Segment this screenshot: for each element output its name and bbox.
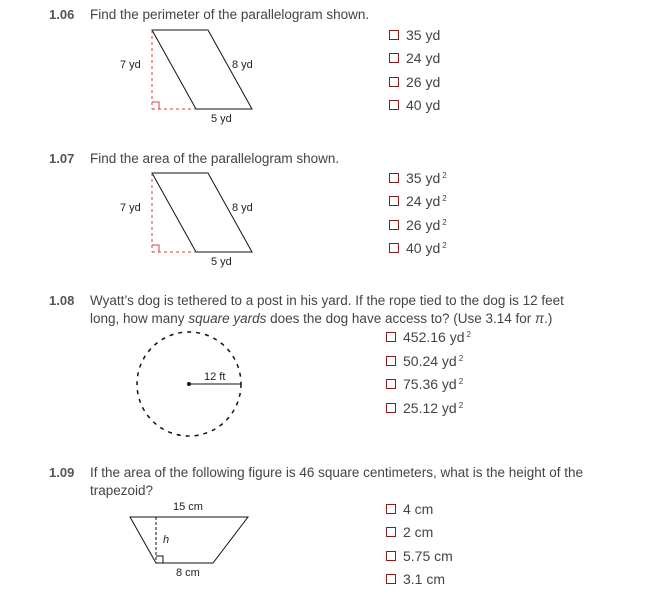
exponent: 2: [442, 193, 447, 203]
option-label: 35 yd: [406, 27, 441, 43]
option-label: 75.36 yd: [403, 376, 457, 392]
option-label: 452.16 yd: [403, 329, 465, 345]
circle-figure: [137, 332, 241, 436]
base-label: 5 yd: [211, 256, 232, 268]
exponent: 2: [442, 217, 447, 227]
option-label: 24 yd: [406, 50, 441, 66]
side-label: 8 yd: [232, 59, 253, 71]
question-number: 1.06: [49, 7, 75, 22]
option-label: 24 yd: [406, 193, 441, 209]
trapezoid-figure: [130, 501, 248, 579]
base-label: 5 yd: [211, 113, 232, 125]
exponent: 2: [466, 329, 471, 339]
question-text: Find the perimeter of the parallelogram shown.: [90, 7, 370, 22]
question-text-line1: Wyatt’s dog is tethered to a post in his yard. If the rope tied to the dog is 12 feet: [90, 293, 564, 308]
exponent: 2: [442, 170, 447, 180]
question-text-line2c: .): [544, 311, 553, 326]
parallelogram-figure-1: [120, 30, 253, 125]
right-angle-marker: [152, 245, 159, 252]
exponent: 2: [458, 400, 464, 410]
exponent: 2: [458, 376, 464, 386]
question-text-line2: long, how many: [90, 311, 189, 326]
question-text-line2b: does the dog have access to? (Use 3.14 for: [266, 311, 536, 326]
exponent: 2: [458, 353, 464, 363]
right-angle-marker: [152, 102, 159, 109]
question-text-line1: If the area of the following figure is 46 square centimeters, what is the height of the: [90, 465, 584, 480]
height-label: 7 yd: [120, 202, 141, 214]
option-label: 40 yd: [406, 240, 441, 256]
top-base-label: 15 cm: [173, 501, 203, 513]
right-angle-marker: [156, 556, 163, 563]
option-label: 25.12 yd: [403, 400, 457, 416]
height-label: 7 yd: [120, 59, 141, 71]
side-label: 8 yd: [232, 202, 253, 214]
question-number: 1.08: [49, 293, 75, 308]
question-number: 1.07: [49, 151, 75, 166]
option-label: 5.75 cm: [403, 548, 453, 564]
radius-label: 12 ft: [204, 371, 226, 383]
option-label: 50.24 yd: [403, 353, 457, 369]
option-label: 26 yd: [406, 217, 441, 233]
option-label: 4 cm: [403, 501, 434, 517]
trapezoid-shape: [130, 517, 248, 563]
option-label: 3.1 cm: [403, 571, 446, 587]
parallelogram-figure-2: [120, 173, 253, 268]
question-number: 1.09: [49, 465, 75, 480]
exponent: 2: [442, 240, 447, 250]
pi-symbol: π: [535, 311, 545, 326]
option-label: 26 yd: [406, 74, 441, 90]
question-text: Find the area of the parallelogram shown.: [90, 151, 340, 166]
emphasis-text: square yards: [188, 311, 267, 326]
height-label: h: [163, 534, 170, 546]
option-label: 2 cm: [403, 524, 434, 540]
bottom-base-label: 8 cm: [176, 567, 200, 579]
question-text-line2: trapezoid?: [90, 483, 154, 498]
option-label: 35 yd: [406, 170, 441, 186]
option-label: 40 yd: [406, 97, 441, 113]
